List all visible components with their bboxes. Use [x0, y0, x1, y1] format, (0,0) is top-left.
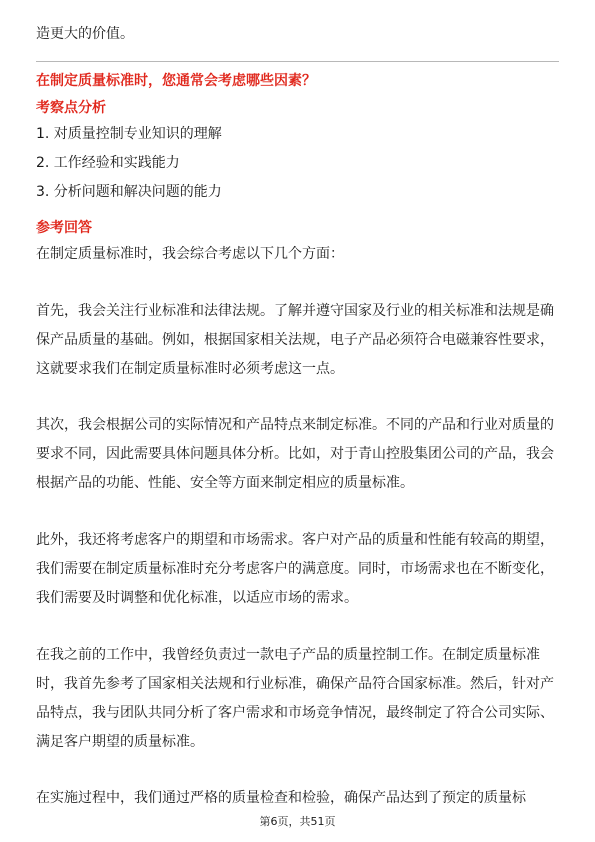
answer-paragraph: 此外，我还将考虑客户的期望和市场需求。客户对产品的质量和性能有较高的期望，我们需要在制定质量标准时充分考虑客户的满意度。同时，市场需求也在不断变化，我们需要及时调整和优化标准，以适应市场的需求。: [36, 532, 554, 606]
answer-paragraph: 首先，我会关注行业标准和法律法规。了解并遵守国家及行业的相关标准和法规是确保产品质量的基础。例如，根据国家相关法规，电子产品必须符合电磁兼容性要求，这就要求我们在制定质量标准时必须考虑这一点。: [36, 303, 554, 377]
lead-text: 造更大的价值。: [36, 26, 134, 42]
list-item: 3. 分析问题和解决问题的能力: [36, 184, 222, 200]
page-number: 第6页，共51页: [259, 815, 336, 828]
analysis-points: [36, 124, 222, 211]
answer-paragraph: 在制定质量标准时，我会综合考虑以下几个方面：: [36, 246, 344, 262]
analysis-heading: 考察点分析: [36, 100, 106, 116]
list-item: 2. 工作经验和实践能力: [36, 155, 180, 171]
answer-paragraph: 在实施过程中，我们通过严格的质量检查和检验，确保产品达到了预定的质量标: [36, 790, 526, 806]
reference-heading: 参考回答: [36, 220, 92, 236]
question-title: 在制定质量标准时，您通常会考虑哪些因素？: [36, 73, 316, 89]
list-item: 1. 对质量控制专业知识的理解: [36, 126, 222, 142]
section-divider: [36, 61, 559, 62]
answer-paragraph: 其次，我会根据公司的实际情况和产品特点来制定标准。不同的产品和行业对质量的要求不同，因此需要具体问题具体分析。比如，对于青山控股集团公司的产品，我会根据产品的功能、性能、安全等方面来制定相应的质量标准。: [36, 417, 554, 491]
answer-paragraph: 在我之前的工作中，我曾经负责过一款电子产品的质量控制工作。在制定质量标准时，我首先参考了国家相关法规和行业标准，确保产品符合国家标准。然后，针对产品特点，我与团队共同分析了客户需求和市场竞争情况，最终制定了符合公司实际、满足客户期望的质量标准。: [36, 647, 554, 750]
